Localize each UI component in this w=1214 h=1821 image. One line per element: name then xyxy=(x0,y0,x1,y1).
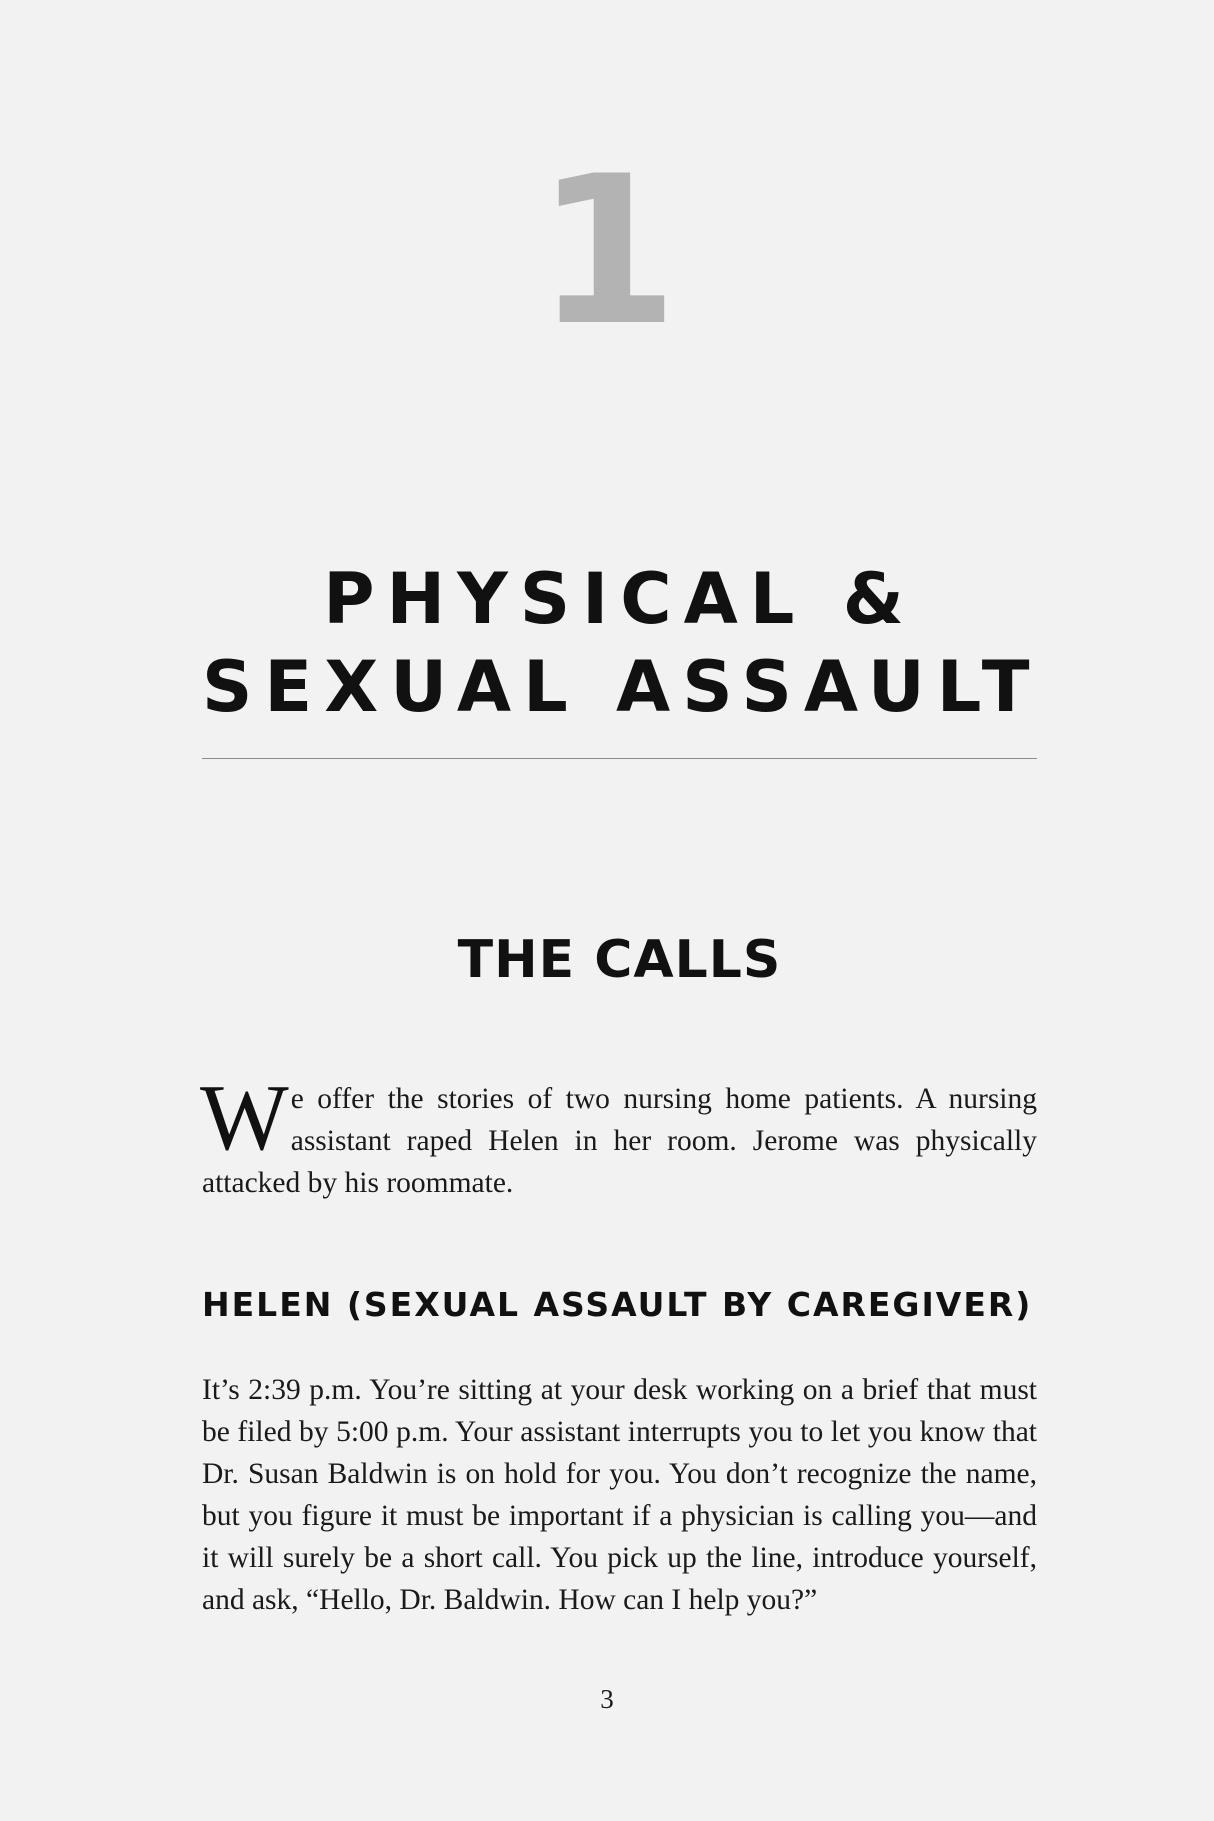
chapter-title-line-2: SEXUAL ASSAULT xyxy=(202,646,1042,728)
intro-paragraph xyxy=(200,1066,1037,1204)
chapter-number: 1 xyxy=(535,133,679,371)
subsection-heading: HELEN (SEXUAL ASSAULT BY CAREGIVER) xyxy=(202,1285,1033,1324)
page-number: 3 xyxy=(600,1684,614,1714)
chapter-title xyxy=(202,555,1042,731)
intro-paragraph-text: e offer the stories of two nursing home patients. A nursing assistant raped Helen in her room. Jerome was physically attacked by his roommate. xyxy=(202,1083,1037,1199)
body-paragraph: It’s 2:39 p.m. You’re sitting at your desk working on a brief that must be filed by 5:00 p.m. Your assistant interrupts you to let you know that Dr. Susan Baldwin is on hold for you. You don’t recognize the name, but you figure it must be important if a physician is calling you—and it will surely be a short call. You pick up the line, introduce yourself, and ask, “Hello, Dr. Baldwin. How can I help you?” xyxy=(202,1374,1037,1616)
drop-cap: W xyxy=(200,1066,289,1170)
section-heading: THE CALLS xyxy=(457,930,782,990)
chapter-title-line-1: PHYSICAL & xyxy=(323,558,916,640)
title-divider xyxy=(202,758,1037,759)
